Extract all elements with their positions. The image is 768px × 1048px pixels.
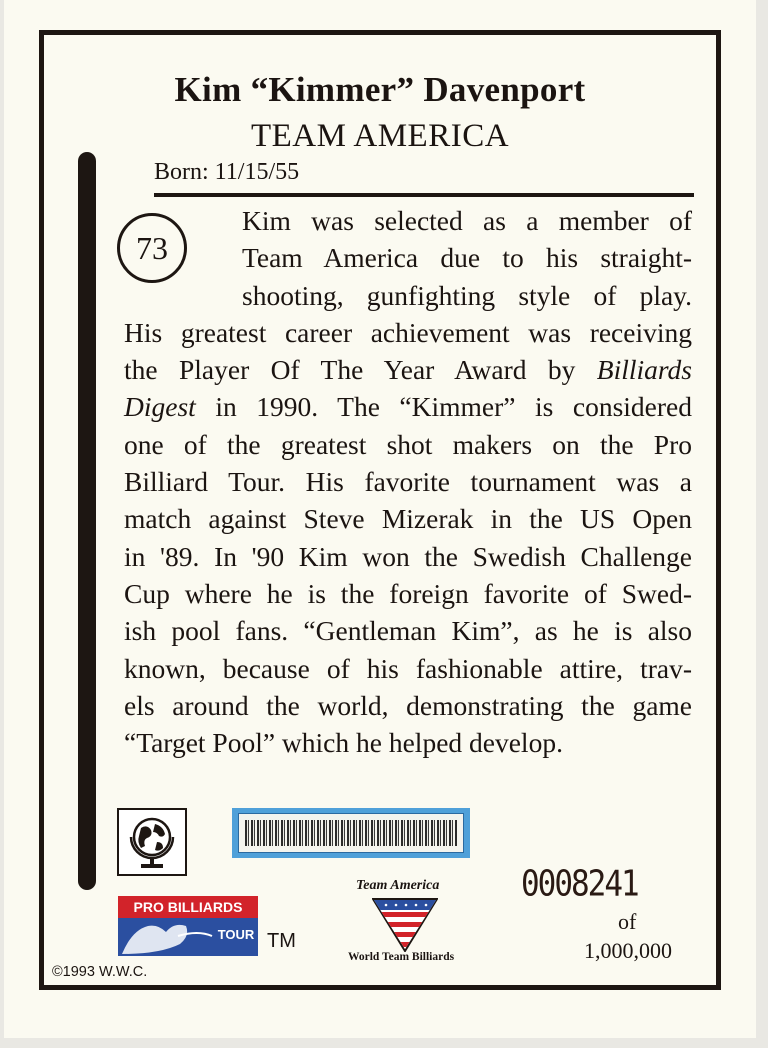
magazine-title: Billiards bbox=[596, 354, 693, 386]
globe-icon bbox=[117, 808, 187, 876]
barcode-stripes bbox=[245, 820, 457, 846]
bio-line: Billiard Tour. His favorite tournament was a bbox=[124, 466, 692, 498]
serial-number: 0008241 bbox=[521, 863, 638, 905]
bio-line: one of the greatest shot makers on the Pro bbox=[124, 428, 692, 460]
serial-total: 1,000,000 bbox=[584, 938, 672, 963]
serial-of-label: of bbox=[618, 909, 637, 934]
bio-line: Team America due to his straight- bbox=[242, 242, 692, 274]
copyright-notice: ©1993 W.W.C. bbox=[52, 964, 148, 980]
player-name: Kim “Kimmer” Davenport bbox=[174, 70, 586, 109]
bio-line bbox=[124, 388, 692, 425]
bio-line: Kim was selected as a member of bbox=[242, 205, 692, 236]
team-name: TEAM AMERICA bbox=[250, 118, 510, 154]
world-team-billiards-label: World Team Billiards bbox=[348, 951, 455, 963]
header-divider bbox=[154, 193, 694, 197]
magazine-title-cont: Digest bbox=[124, 391, 196, 423]
bio-line: “Target Pool” which he helped develop. bbox=[124, 727, 563, 759]
bio-line: match against Steve Mizerak in the US Open bbox=[124, 503, 692, 535]
bio-line: els around the world, demonstrating the game bbox=[124, 689, 692, 721]
us-flag-shield-icon bbox=[372, 898, 438, 952]
team-america-script: Team America bbox=[356, 878, 440, 893]
trademark-mark: TM bbox=[267, 930, 296, 952]
bio-line: shooting, gunfighting style of play. bbox=[242, 279, 692, 311]
barcode-hologram bbox=[232, 808, 470, 858]
player-bio bbox=[124, 202, 692, 761]
bio-line: His greatest career achievement was receiving bbox=[124, 316, 692, 348]
bio-line: Cup where he is the foreign favorite of Swed- bbox=[124, 577, 692, 609]
bio-line: in '89. In '90 Kim won the Swedish Challenge bbox=[124, 540, 692, 572]
pbt-line2: TOUR bbox=[217, 927, 255, 942]
bio-line: known, because of his fashionable attire, trav- bbox=[124, 652, 692, 684]
bio-line: ish pool fans. “Gentleman Kim”, as he is also bbox=[124, 615, 692, 647]
card-number-badge: 73 bbox=[117, 213, 187, 283]
pro-billiards-tour-logo bbox=[118, 896, 258, 956]
bio-line-text: the Player Of The Year Award by bbox=[124, 354, 576, 386]
bio-line-text: in 1990. The “Kimmer” is considered bbox=[215, 391, 692, 423]
cue-stick-graphic bbox=[78, 152, 96, 890]
birth-date: Born: 11/15/55 bbox=[154, 159, 300, 185]
card-back bbox=[4, 0, 756, 1038]
pbt-line1: PRO BILLIARDS bbox=[133, 899, 243, 915]
bio-line bbox=[124, 351, 692, 388]
